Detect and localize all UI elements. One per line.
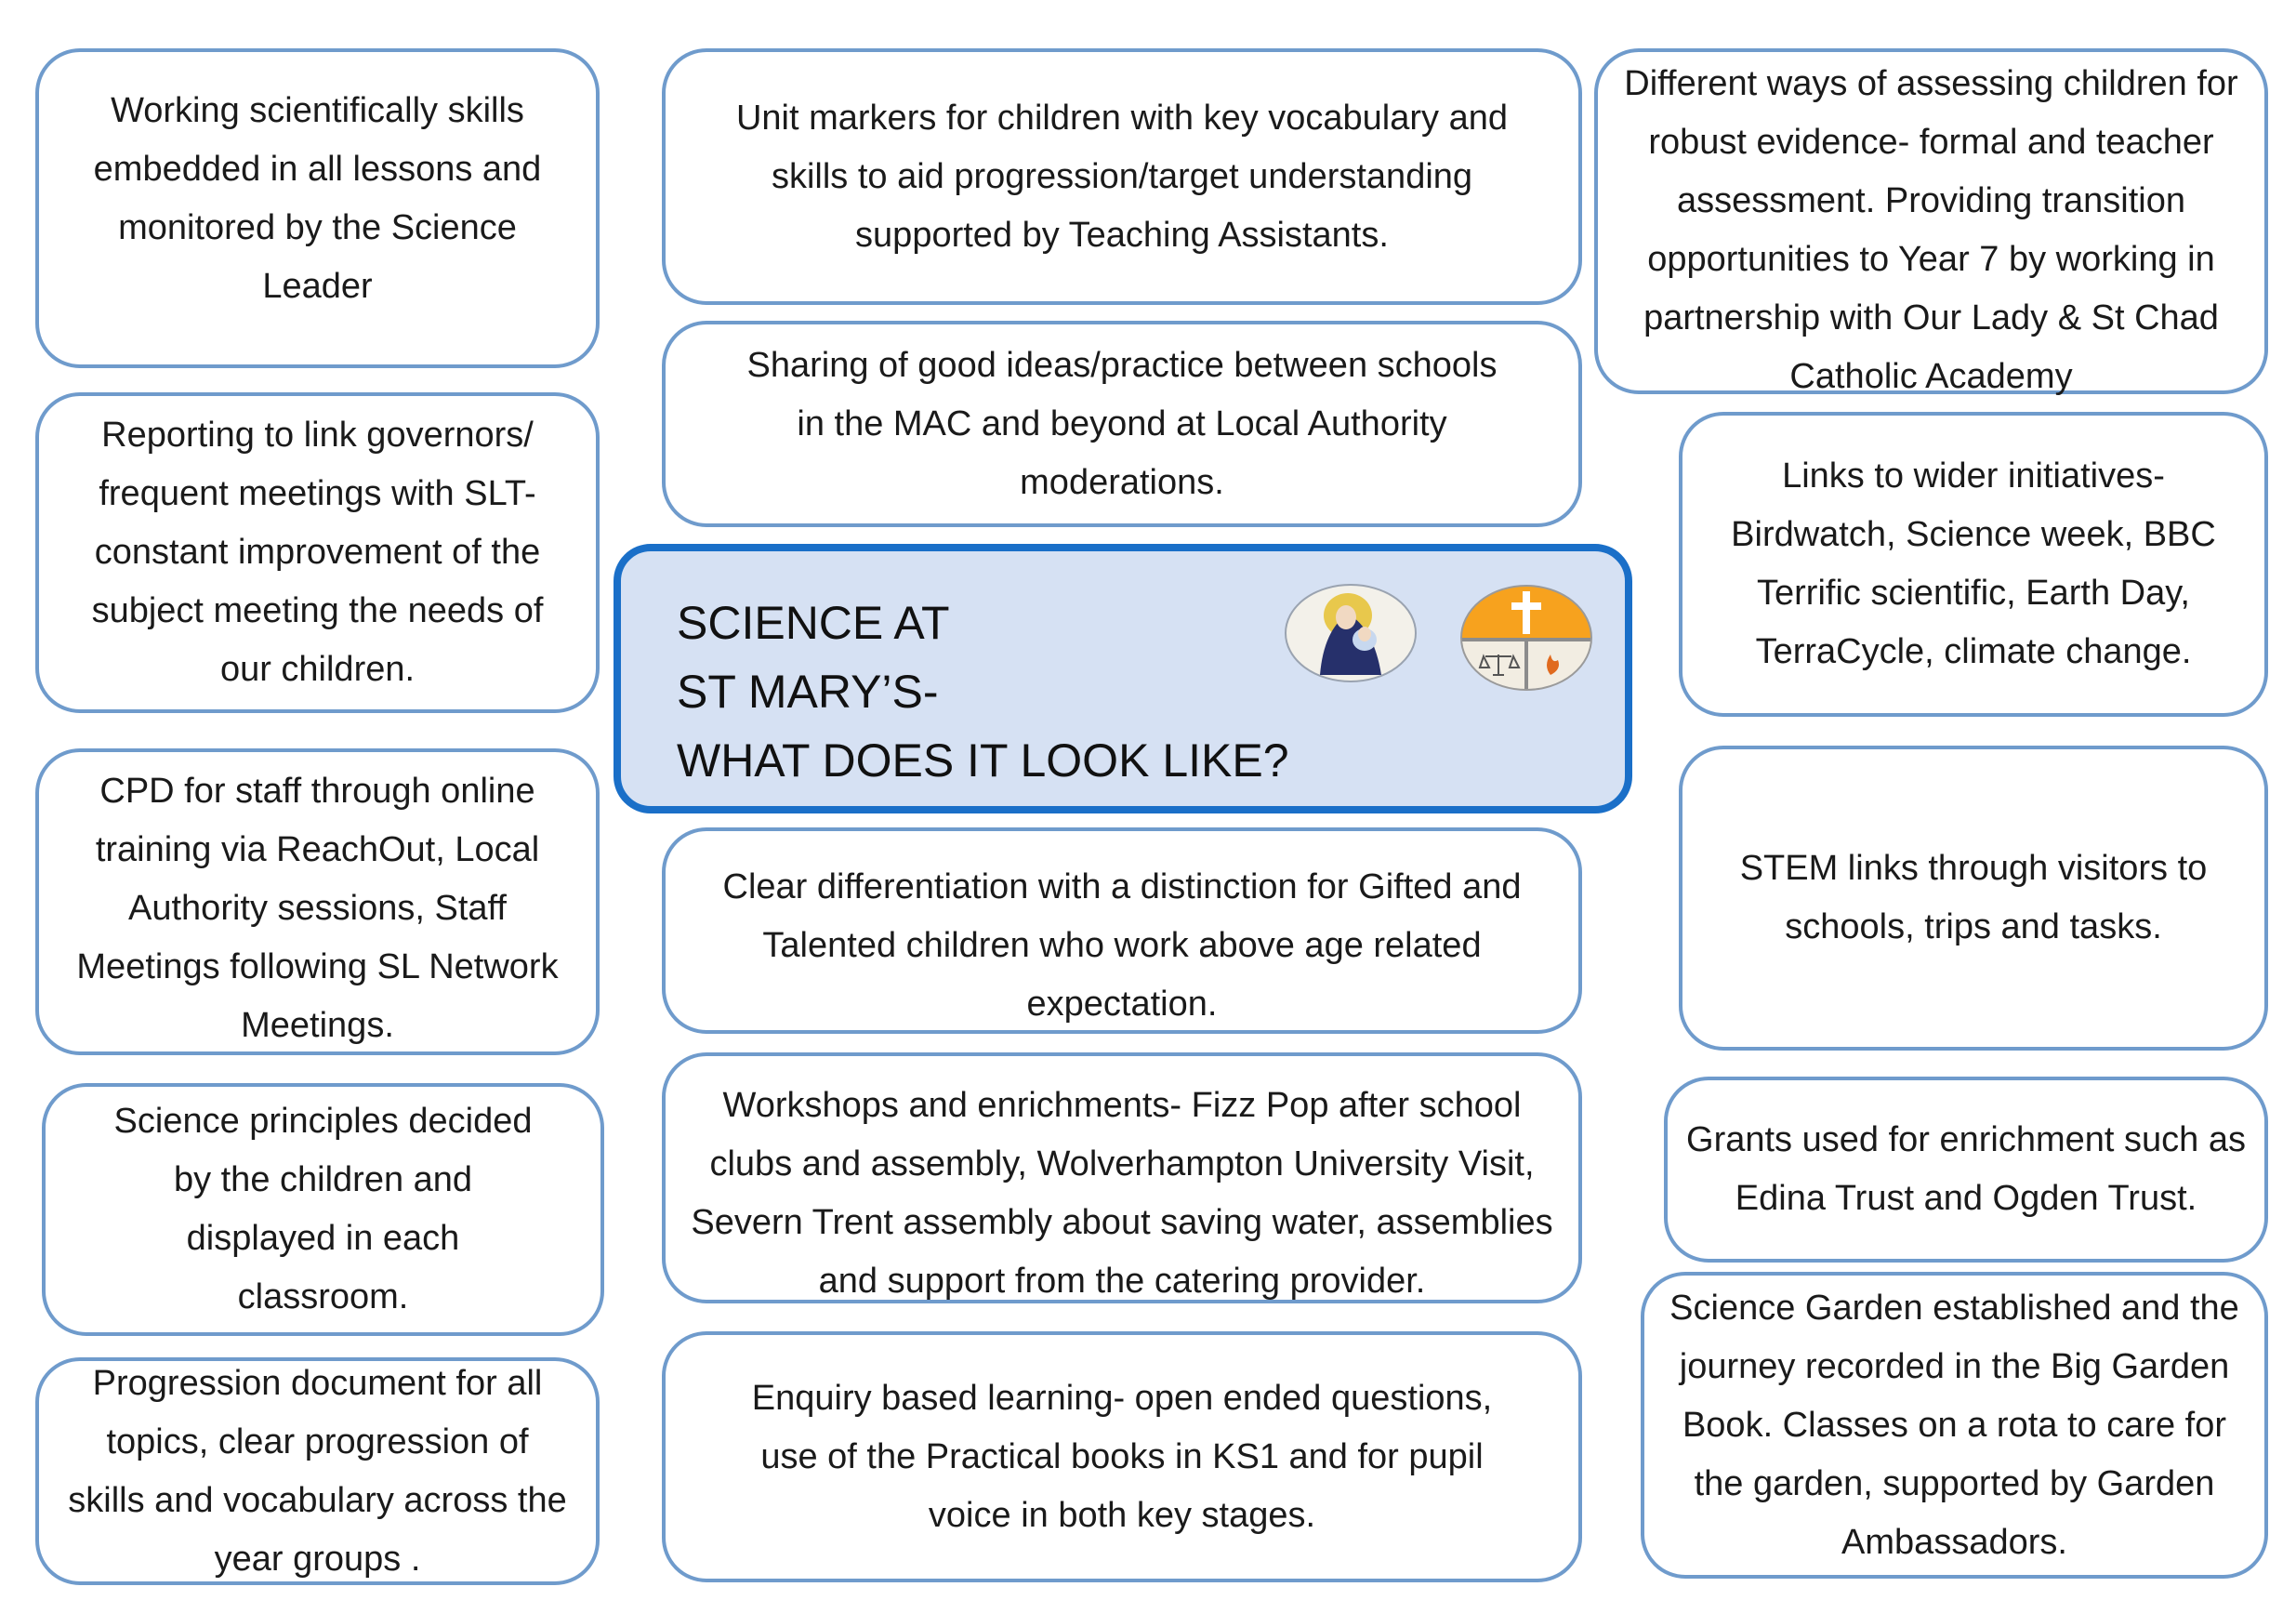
workshops-text: Workshops and enrichments- Fizz Pop after school clubs and assembly, Wolverhampton University Visit, Severn Trent assembly about saving water, assemblies and support from the catering provider. xyxy=(691,1086,1553,1301)
principles-box xyxy=(42,1083,604,1336)
enquiry-text: Enquiry based learning- open ended questions, use of the Practical books in KS1 and for pupil voice in both key stages. xyxy=(751,1378,1493,1535)
differentiation-text: Clear differentiation with a distinction for Gifted and Talented children who work above age related expectation. xyxy=(722,866,1522,1024)
progression-box xyxy=(35,1357,600,1585)
links-text: Links to wider initiatives- Birdwatch, Science week, BBC Terrific scientific, Earth Day, TerraCycle, climate change. xyxy=(1731,456,2216,671)
links-box xyxy=(1679,412,2268,717)
cross-scales-flame-icon xyxy=(1458,582,1595,694)
garden-text: Science Garden established and the journey recorded in the Big Garden Book. Classes on a rota to care for the garden, supported by Garden Ambassadors. xyxy=(1669,1288,2239,1562)
sharing-box xyxy=(662,321,1582,527)
unit-markers-box xyxy=(662,48,1582,305)
workshops-box xyxy=(662,1052,1582,1303)
grants-text: Grants used for enrichment such as Edina Trust and Ogden Trust. xyxy=(1686,1120,2246,1218)
grants-box xyxy=(1664,1077,2268,1263)
cpd-text: CPD for staff through online training via ReachOut, Local Authority sessions, Staff Meetings following SL Network Meetings. xyxy=(76,771,559,1045)
differentiation-box xyxy=(662,827,1582,1034)
working-scientifically-box xyxy=(35,48,600,368)
title-panel xyxy=(614,544,1632,813)
title-line-2: ST MARY’S- xyxy=(677,666,939,718)
reporting-box xyxy=(35,392,600,713)
title-line-1: SCIENCE AT xyxy=(677,597,950,649)
assessing-box xyxy=(1594,48,2268,394)
cpd-box xyxy=(35,748,600,1055)
assessing-text: Different ways of assessing children for robust evidence- formal and teacher assessment. Providing transition opportunities to Year 7 by working in partnership with Our Lady & St Chad Catholic Academy xyxy=(1624,64,2238,396)
unit-markers-text: Unit markers for children with key vocabulary and skills to aid progression/target understanding supported by Teaching Assistants. xyxy=(735,98,1508,255)
working-scientifically-text: Working scientifically skills embedded in all lessons and monitored by the Science Leader xyxy=(93,91,542,306)
stem-text: STEM links through visitors to schools, trips and tasks. xyxy=(1739,849,2208,946)
stem-box xyxy=(1679,746,2268,1051)
sharing-text: Sharing of good ideas/practice between schools in the MAC and beyond at Local Authority moderations. xyxy=(746,345,1498,502)
title-line-3: WHAT DOES IT LOOK LIKE? xyxy=(677,734,1289,787)
principles-text: Science principles decided by the children and displayed in each classroom. xyxy=(113,1102,533,1316)
progression-text: Progression document for all topics, clear progression of skills and vocabulary across the year groups . xyxy=(68,1363,567,1579)
garden-box xyxy=(1641,1272,2268,1579)
enquiry-box xyxy=(662,1331,1582,1582)
madonna-and-child-icon xyxy=(1283,582,1419,684)
reporting-text: Reporting to link governors/ frequent meetings with SLT- constant improvement of the subject meeting the needs of our children. xyxy=(91,416,544,689)
